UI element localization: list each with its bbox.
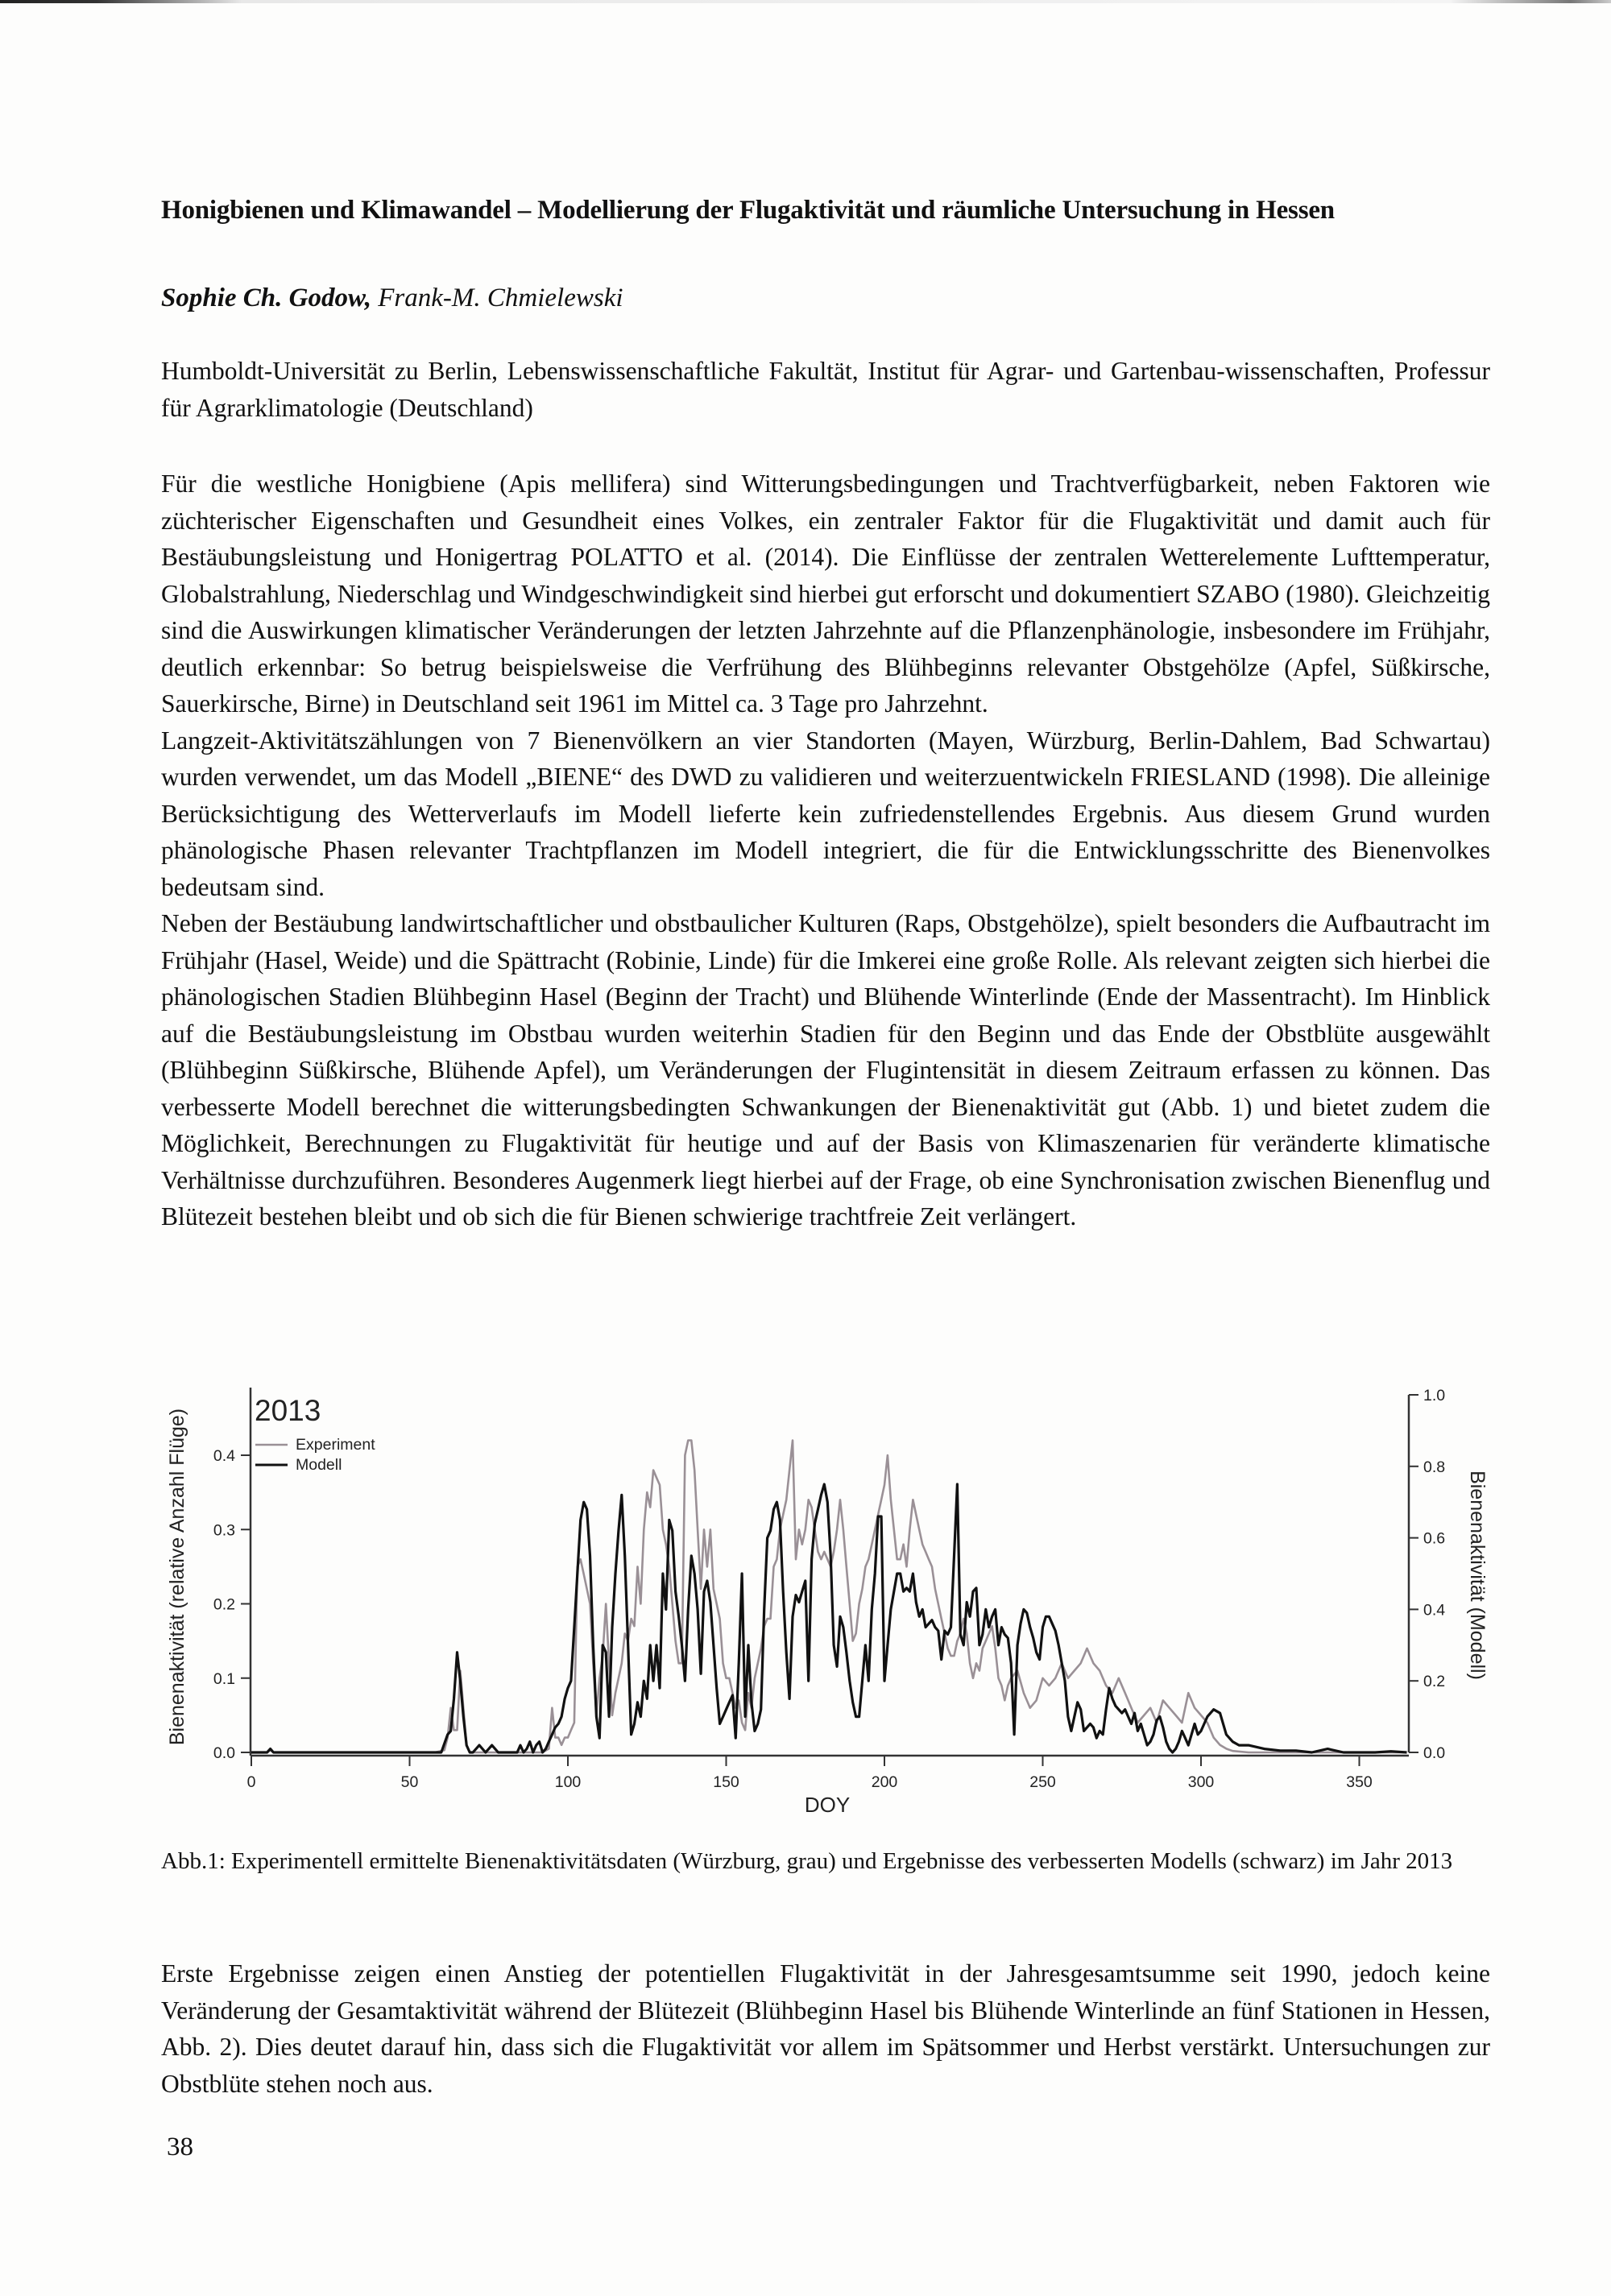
- x-tick-label: 0: [246, 1773, 256, 1791]
- page-number: 38: [167, 2133, 193, 2162]
- x-tick-label: 250: [1029, 1773, 1056, 1791]
- left-y-ticks: [213, 1447, 251, 1762]
- y-axis-label-right: Bienenaktivität (Modell): [1466, 1471, 1489, 1680]
- body-text: [161, 465, 1490, 1235]
- right-y-ticks: [1409, 1387, 1445, 1762]
- experiment-line: [251, 1441, 1407, 1753]
- author-primary: Sophie Ch. Godow,: [161, 283, 372, 312]
- legend: [255, 1436, 375, 1474]
- y-tick-label-right: 0.6: [1423, 1529, 1446, 1548]
- y-tick-label-right: 0.2: [1423, 1673, 1446, 1691]
- y-tick-label-right: 0.0: [1423, 1744, 1446, 1762]
- author-secondary: Frank-M. Chmielewski: [371, 283, 623, 312]
- paragraph: Neben der Bestäubung landwirtschaftlicher und obstbaulicher Kulturen (Raps, Obstgehölze), spielt besonders die Aufbautracht im Frühjahr (Hasel, Weide) und die Spättracht (Robinie, Linde) für die Imkerei eine große Rolle. Als relevant zeigten sich hierbei die phänologischen Stadien Blühbeginn Hasel (Beginn der Tracht) und Blühende Winterlinde (Ende der Massentracht). Im Hinblick auf die Bestäubungsleistung im Obstbau wurden weiterhin Stadien für den Beginn und das Ende der Obstblüte ausgewählt (Blühbeginn Süßkirsche, Blühende Apfel), um Veränderungen der Flugintensität in diesem Zeitraum erfassen zu können. Das verbesserte Modell berechnet die witterungsbedingten Schwankungen der Bienenaktivität gut (Abb. 1) und bietet zudem die Möglichkeit, Berechnungen zu Flugaktivität für heutige und auf der Basis von Klimaszenarien für veränderte klimatische Verhältnisse durchzuführen. Besonderes Augenmerk liegt hierbei auf der Frage, ob eine Synchronisation zwischen Bienenflug und Blütezeit bestehen bleibt und ob sich die für Bienen schwierige trachtfreie Zeit verlängert.: [161, 909, 1490, 1231]
- x-tick-label: 100: [554, 1773, 582, 1791]
- y-tick-label: 0.2: [213, 1595, 235, 1614]
- x-ticks: [247, 1756, 1373, 1791]
- x-tick-label: 350: [1346, 1773, 1373, 1791]
- y-tick-label-right: 1.0: [1423, 1387, 1446, 1404]
- y-tick-label-right: 0.8: [1423, 1458, 1446, 1476]
- figure-caption: Abb.1: Experimentell ermittelte Bienenaktivitätsdaten (Würzburg, grau) und Ergebnisse des verbesserten Modells (schwarz) im Jahr 2013: [161, 1848, 1453, 1874]
- x-tick-label: 50: [400, 1773, 419, 1791]
- affiliation: Humboldt-Universität zu Berlin, Lebenswissenschaftliche Fakultät, Institut für Agrar- und Gartenbau-wissenschaften, Professur für Agrarklimatologie (Deutschland): [161, 357, 1490, 422]
- x-tick-label: 200: [871, 1773, 898, 1791]
- y-tick-label: 0.4: [213, 1447, 235, 1465]
- scan-edge: [0, 0, 1611, 3]
- y-tick-label: 0.1: [213, 1669, 235, 1688]
- y-axis-label-left: Bienenaktivität (relative Anzahl Flüge): [166, 1408, 188, 1746]
- paragraph: Langzeit-Aktivitätszählungen von 7 Bienenvölkern an vier Standorten (Mayen, Würzburg, Berlin-Dahlem, Bad Schwartau) wurden verwendet, um das Modell „BIENE“ des DWD zu validieren und weiterzuentwickeln FRIESLAND (1998). Die alleinige Berücksichtigung des Wetterverlaufs im Modell lieferte kein zufriedenstellendes Ergebnis. Aus diesem Grund wurden phänologische Phasen relevanter Trachtpflanzen im Modell integriert, die für die Entwicklungsschritte des Bienenvolkes bedeutsam sind.: [161, 726, 1490, 901]
- page-title: Honigbienen und Klimawandel – Modellierung der Flugaktivität und räumliche Untersuchung in Hessen: [161, 196, 1335, 225]
- paragraph: Erste Ergebnisse zeigen einen Anstieg der potentiellen Flugaktivität in der Jahresgesamtsumme seit 1990, jedoch keine Veränderung der Gesamtaktivität während der Blütezeit (Blühbeginn Hasel bis Blühende Winterlinde an fünf Stationen in Hessen, Abb. 2). Dies deutet darauf hin, dass sich die Flugaktivität vor allem im Spätsommer und Herbst verstärkt. Untersuchungen zur Obstblüte stehen noch aus.: [161, 1959, 1490, 2098]
- closing-paragraph: [161, 1955, 1490, 2102]
- chart-title: 2013: [255, 1394, 321, 1427]
- x-tick-label: 150: [713, 1773, 739, 1791]
- x-axis-label: DOY: [804, 1793, 851, 1817]
- paragraph: Für die westliche Honigbiene (Apis mellifera) sind Witterungsbedingungen und Trachtverfügbarkeit, neben Faktoren wie züchterischer Eigenschaften und Gesundheit eines Volkes, ein zentraler Faktor für die Flugaktivität und damit auch für Bestäubungsleistung und Honigertrag POLATTO et al. (2014). Die Einflüsse der zentralen Wetterelemente Lufttemperatur, Globalstrahlung, Niederschlag und Windgeschwindigkeit sind hierbei gut erforscht und dokumentiert SZABO (1980). Gleichzeitig sind die Auswirkungen klimatischer Veränderungen der letzten Jahrzehnte auf die Pflanzenphänologie, insbesondere im Frühjahr, deutlich erkennbar: So betrug beispielsweise die Verfrühung des Blühbeginns relevanter Obstgehölze (Apfel, Süßkirsche, Sauerkirsche, Birne) in Deutschland seit 1961 im Mittel ca. 3 Tage pro Jahrzehnt.: [161, 470, 1490, 718]
- y-tick-label-right: 0.4: [1423, 1601, 1446, 1620]
- authors: [161, 283, 623, 313]
- legend-label-model: Modell: [296, 1456, 342, 1474]
- y-tick-label: 0.0: [213, 1744, 235, 1762]
- x-tick-label: 300: [1187, 1773, 1215, 1791]
- legend-label-experiment: Experiment: [296, 1436, 375, 1454]
- model-line: [251, 1484, 1407, 1752]
- y-tick-label: 0.3: [213, 1521, 235, 1540]
